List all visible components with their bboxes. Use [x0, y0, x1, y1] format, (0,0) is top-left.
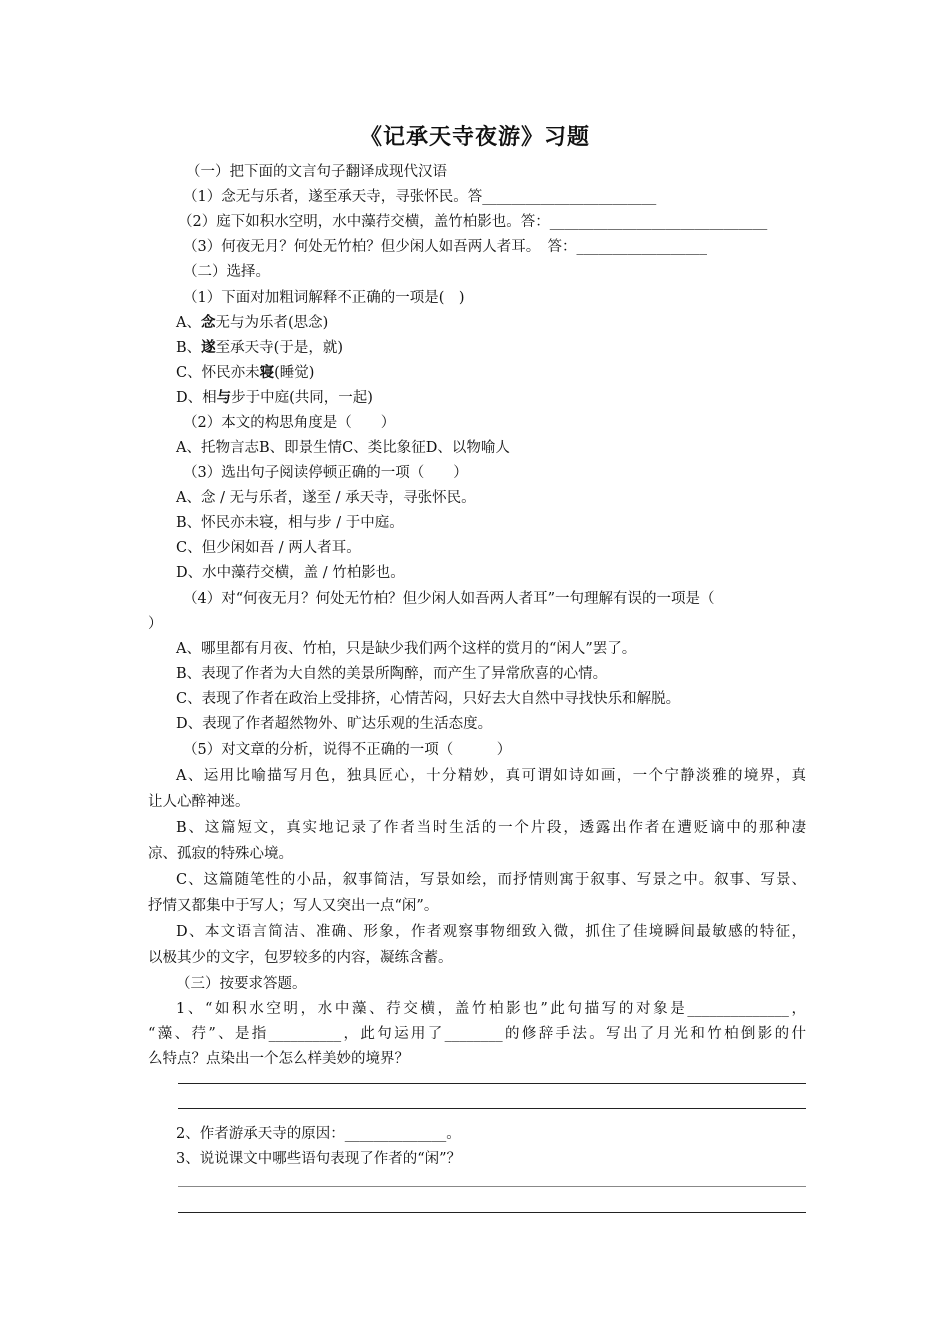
- choice-q5-option-c-cont: 抒情又都集中于写人；写人又突出一点“闲”。: [148, 898, 439, 914]
- choice-q1-stem: （1）下面对加粗词解释不正确的一项是( ): [183, 290, 465, 306]
- choice-q4-option-b: B、表现了作者为大自然的美景所陶醉，而产生了异常欣喜的心情。: [176, 666, 608, 682]
- choice-q2-options: A、托物言志B、即景生情C、类比象征D、以物喻人: [176, 440, 510, 456]
- choice-q5-option-a-cont: 让人心醉神迷。: [148, 794, 250, 810]
- answer-q1-cont-2: 么特点？点染出一个怎么样美妙的境界？: [148, 1051, 409, 1067]
- choice-q5-option-b: B、这篇短文，真实地记录了作者当时生活的一个片段，透露出作者在遭贬谪中的那种凄: [176, 820, 806, 836]
- bold-word: 遂: [201, 339, 216, 356]
- choice-q4-option-a: A、哪里都有月夜、竹柏，只是缺少我们两个这样的赏月的“闲人”罢了。: [176, 641, 637, 657]
- option-text: 步于中庭(共同，一起): [231, 390, 373, 406]
- bold-word: 念: [200, 314, 216, 331]
- answer-q1-cont: “藻、荇”、是指__________，此句运用了________的修辞手法。写出了月光和竹柏倒影的什: [148, 1026, 806, 1042]
- choice-q3-option-c: C、但少闲如吾 / 两人者耳。: [176, 540, 361, 556]
- answer-line: [178, 1212, 806, 1213]
- choice-q4-stem-cont: ）: [148, 616, 163, 632]
- choice-q5-option-d: D、本文语言简洁、准确、形象，作者观察事物细致入微，抓住了佳境瞬间最敏感的特征，: [176, 924, 806, 940]
- option-prefix: B、: [176, 340, 202, 356]
- section3-heading: （三）按要求答题。: [176, 976, 307, 992]
- answer-q3: 3、说说课文中哪些语句表现了作者的“闲”？: [176, 1151, 462, 1167]
- choice-q3-option-b: B、怀民亦未寝，相与步 / 于中庭。: [176, 515, 404, 531]
- answer-q2: 2、作者游承天寺的原因：______________。: [176, 1126, 461, 1142]
- answer-q1: 1、“如积水空明，水中藻、荇交横，盖竹柏影也”此句描写的对象是______________，: [176, 1001, 806, 1017]
- choice-q3-stem: （3）选出句子阅读停顿正确的一项（ ）: [183, 465, 468, 481]
- choice-q5-stem: （5）对文章的分析，说得不正确的一项（ ）: [183, 742, 512, 758]
- answer-line: [178, 1083, 806, 1084]
- choice-q1-option-a: [176, 313, 328, 333]
- answer-line: [178, 1186, 806, 1187]
- option-prefix: C、怀民亦未: [176, 365, 260, 381]
- answer-line: [178, 1108, 806, 1109]
- choice-q4-stem: （4）对“何夜无月？何处无竹柏？但少闲人如吾两人者耳”一句理解有误的一项是（: [183, 591, 715, 607]
- option-prefix: A、: [176, 315, 201, 331]
- bold-word: 与: [216, 389, 232, 406]
- option-text: 至承天寺(于是，就): [215, 340, 343, 356]
- choice-q5-option-b-cont: 凉、孤寂的特殊心境。: [148, 846, 293, 862]
- choice-q5-option-a: A、运用比喻描写月色，独具匠心，十分精妙，真可谓如诗如画，一个宁静淡雅的境界，真: [176, 768, 806, 784]
- choice-q3-option-d: D、水中藻荇交横，盖 / 竹柏影也。: [176, 565, 405, 581]
- bold-word: 寝: [259, 364, 275, 381]
- choice-q5-option-d-cont: 以极其少的文字，包罗较多的内容，凝练含蓄。: [148, 950, 453, 966]
- choice-q5-option-c: C、这篇随笔性的小品，叙事简洁，写景如绘，而抒情则寓于叙事、写景之中。叙事、写景、: [176, 872, 806, 888]
- choice-q4-option-d: D、表现了作者超然物外、旷达乐观的生活态度。: [176, 716, 493, 732]
- section2-heading: （二）选择。: [183, 264, 270, 280]
- option-text: 无与为乐者(思念): [215, 315, 329, 331]
- option-text: (睡觉): [274, 365, 315, 381]
- choice-q1-option-c: [176, 363, 314, 383]
- section1-question-3: （3）何夜无月？何处无竹柏？但少闲人如吾两人者耳。 答：__________________: [183, 239, 707, 255]
- choice-q1-option-b: [176, 338, 343, 358]
- option-prefix: D、相: [176, 390, 217, 406]
- section1-question-2: （2）庭下如积水空明，水中藻荇交横，盖竹柏影也。答：______________________________: [178, 214, 768, 230]
- section1-question-1: （1）念无与乐者，遂至承天寺，寻张怀民。答________________________: [183, 189, 657, 205]
- section1-heading: （一）把下面的文言句子翻译成现代汉语: [186, 164, 447, 180]
- choice-q4-option-c: C、表现了作者在政治上受排挤，心情苦闷，只好去大自然中寻找快乐和解脱。: [176, 691, 681, 707]
- choice-q1-option-d: [176, 388, 373, 408]
- page-title: 《记承天寺夜游》习题: [359, 124, 590, 150]
- choice-q2-stem: （2）本文的构思角度是（ ）: [183, 415, 396, 431]
- choice-q3-option-a: A、念 / 无与乐者，遂至 / 承天寺，寻张怀民。: [176, 490, 476, 506]
